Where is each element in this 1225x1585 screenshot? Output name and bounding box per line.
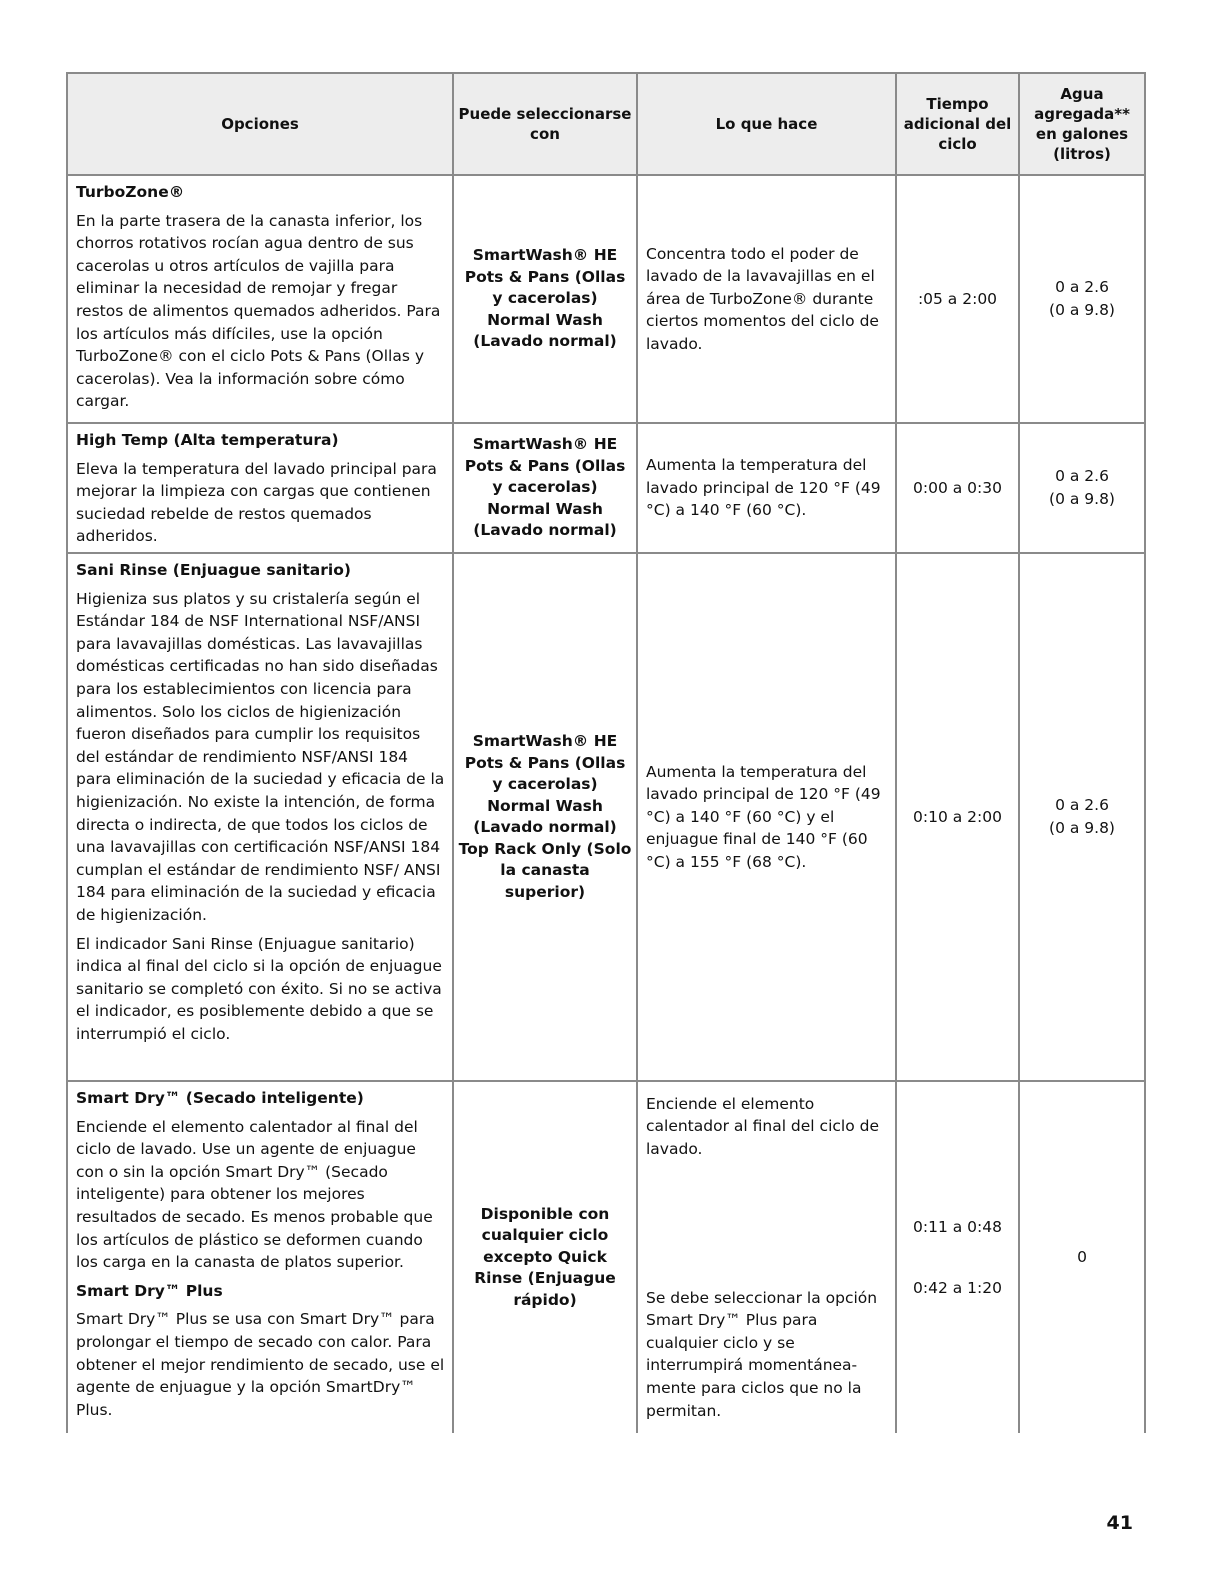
option-description: Enciende el elemento calentador al final del ciclo de lavado. Use un agente de enjuague con o sin la opción Smart Dry™ (Secado inteligente) para obtener los mejores resultados de secado. Es menos probable que los artículos de plástico se deformen cuando los carga en la canasta de platos superior. bbox=[76, 1117, 433, 1272]
option-title: Sani Rinse (Enjuague sanitario) bbox=[76, 561, 351, 579]
does-cell bbox=[637, 1081, 896, 1433]
table-row bbox=[67, 175, 1145, 423]
does-text-plus: Se debe seleccionar la opción Smart Dry™ Plus para cualquier ciclo y se interrumpirá momentánea-mente para ciclos que no la permitan. bbox=[646, 1288, 878, 1420]
option-description-indicator: El indicador Sani Rinse (Enjuague sanitario) indica al final del ciclo si la opción de enjuague sanitario se completó con éxito. Si no se activa el indicador, es posiblemente debido a que se interrumpió el ciclo. bbox=[76, 934, 442, 1043]
option-subtitle: Smart Dry™ Plus bbox=[76, 1281, 223, 1300]
selectable-cell bbox=[453, 553, 637, 1081]
selectable-item: Normal Wash (Lavado normal) bbox=[473, 499, 617, 540]
table-row bbox=[67, 553, 1145, 1081]
option-cell bbox=[67, 1081, 453, 1433]
does-cell: Aumenta la temperatura del lavado principal de 120 °F (49 °C) a 140 °F (60 °C). bbox=[637, 423, 896, 553]
option-cell bbox=[67, 423, 453, 553]
water-cell bbox=[1019, 175, 1145, 423]
time-value: 0:11 a 0:48 bbox=[913, 1217, 1002, 1236]
table-row bbox=[67, 423, 1145, 553]
time-cell: 0:00 a 0:30 bbox=[896, 423, 1019, 553]
option-title: Smart Dry™ (Secado inteligente) bbox=[76, 1089, 364, 1107]
water-gallons: 0 a 2.6 bbox=[1055, 278, 1109, 297]
option-description: En la parte trasera de la canasta inferior, los chorros rotativos rocían agua dentro de sus cacerolas u otros artículos de vajilla para eliminar la necesidad de remojar y fregar restos de alimentos quemados adheridos. Para los artículos más difíciles, use la opción TurboZone® con el ciclo Pots & Pans (Ollas y cacerolas). Vea la información sobre cómo cargar. bbox=[76, 211, 441, 411]
option-title: TurboZone® bbox=[76, 183, 185, 201]
water-cell bbox=[1019, 423, 1145, 553]
time-cell bbox=[896, 1081, 1019, 1433]
does-cell: Concentra todo el poder de lavado de la lavavajillas en el área de TurboZone® durante ciertos momentos del ciclo de lavado. bbox=[637, 175, 896, 423]
water-liters: (0 a 9.8) bbox=[1049, 819, 1115, 837]
header-selectable-with: Puede seleccionarse con bbox=[453, 73, 637, 175]
option-cell bbox=[67, 553, 453, 1081]
does-cell: Aumenta la temperatura del lavado principal de 120 °F (49 °C) a 140 °F (60 °C) y el enjuague final de 140 °F (60 °C) a 155 °F (68 °C). bbox=[637, 553, 896, 1081]
selectable-item: SmartWash® HE bbox=[472, 732, 618, 750]
header-what-it-does: Lo que hace bbox=[637, 73, 896, 175]
header-added-water: Agua agregada** en galones (litros) bbox=[1019, 73, 1145, 175]
option-cell bbox=[67, 175, 453, 423]
table-header-row bbox=[67, 73, 1145, 175]
option-description: Eleva la temperatura del lavado principal para mejorar la limpieza con cargas que contienen suciedad rebelde de restos quemados adheridos. bbox=[76, 459, 437, 546]
time-cell: :05 a 2:00 bbox=[896, 175, 1019, 423]
water-liters: (0 a 9.8) bbox=[1049, 301, 1115, 319]
option-title: High Temp (Alta temperatura) bbox=[76, 431, 339, 449]
selectable-item: Normal Wash (Lavado normal) bbox=[473, 796, 617, 836]
page-number: 41 bbox=[1106, 1512, 1133, 1534]
water-liters: (0 a 9.8) bbox=[1049, 490, 1115, 508]
header-options: Opciones bbox=[67, 73, 453, 175]
water-cell bbox=[1019, 1081, 1145, 1433]
selectable-item: Pots & Pans (Ollas y cacerolas) bbox=[464, 753, 626, 793]
water-gallons: 0 bbox=[1077, 1248, 1087, 1267]
table-row bbox=[67, 1081, 1145, 1433]
selectable-item: Disponible con cualquier ciclo excepto Quick Rinse (Enjuague rápido) bbox=[474, 1204, 616, 1309]
time-cell: 0:10 a 2:00 bbox=[896, 553, 1019, 1081]
selectable-cell bbox=[453, 423, 637, 553]
selectable-item: Pots & Pans (Ollas y cacerolas) bbox=[464, 267, 626, 308]
selectable-item: Pots & Pans (Ollas y cacerolas) bbox=[464, 456, 626, 497]
option-subdescription: Smart Dry™ Plus se usa con Smart Dry™ para prolongar el tiempo de secado con calor. Para obtener el mejor rendimiento de secado, use el agente de enjuague y la opción SmartDry™ Plus. bbox=[76, 1310, 445, 1419]
selectable-item: Top Rack Only (Solo la canasta superior) bbox=[458, 839, 632, 901]
selectable-item: SmartWash® HE bbox=[472, 246, 618, 265]
selectable-item: Normal Wash (Lavado normal) bbox=[473, 310, 617, 351]
water-cell bbox=[1019, 553, 1145, 1081]
water-gallons: 0 a 2.6 bbox=[1055, 467, 1109, 486]
selectable-cell bbox=[453, 175, 637, 423]
water-gallons: 0 a 2.6 bbox=[1055, 796, 1109, 815]
selectable-cell bbox=[453, 1081, 637, 1433]
time-value-plus: 0:42 a 1:20 bbox=[913, 1278, 1002, 1297]
does-text: Enciende el elemento calentador al final del ciclo de lavado. bbox=[646, 1094, 879, 1159]
option-description: Higieniza sus platos y su cristalería según el Estándar 184 de NSF International NSF/ANSI para lavavajillas domésticas. Las lavavajillas domésticas certificadas no han sido diseñadas para los establecimientos con licencia para alimentos. Solo los ciclos de higienización fueron diseñados para cumplir los requisitos del estándar de rendimiento NSF/ANSI 184 para eliminación de la suciedad y eficacia de la higienización. No existe la intención, de forma directa o indirecta, de que todos los ciclos de una lavavajillas con certificación NSF/ANSI 184 cumplan el estándar de rendimiento NSF/ ANSI 184 para eliminación de la suciedad y eficacia de higienización. bbox=[76, 589, 445, 924]
header-added-time: Tiempo adicional del ciclo bbox=[896, 73, 1019, 175]
cycle-options-table bbox=[66, 72, 1146, 1433]
selectable-item: SmartWash® HE bbox=[472, 435, 618, 454]
